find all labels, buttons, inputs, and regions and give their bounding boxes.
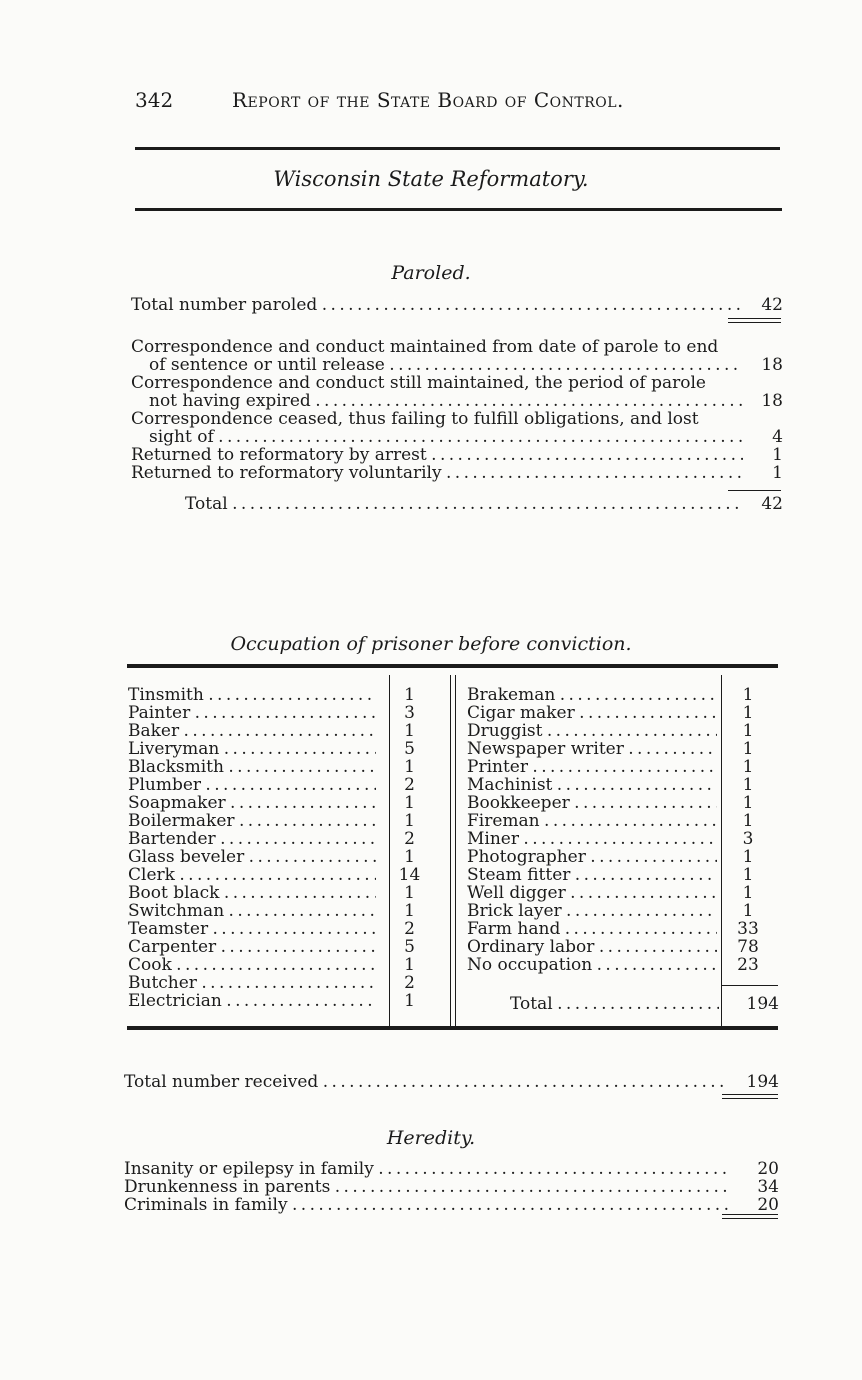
occupation-label: Boot black . . .	[128, 884, 376, 902]
occupation-label: Well digger . . .	[467, 884, 717, 902]
occupation-label: Miner . . .	[467, 830, 717, 848]
occupation-row	[128, 866, 443, 884]
occupation-row	[128, 902, 443, 920]
total-received-label: Total number received . . .	[124, 1073, 729, 1091]
heredity-row	[124, 1178, 779, 1196]
occupation-row	[467, 740, 779, 758]
heredity-title: Heredity.	[386, 1127, 476, 1149]
total-paroled-double-rule	[728, 318, 781, 323]
occupation-count: 1	[742, 685, 754, 705]
occupation-count: 3	[742, 829, 754, 849]
occupation-row	[467, 686, 779, 704]
occupation-total-row	[510, 995, 779, 1013]
occupation-count: 23	[737, 955, 759, 975]
heredity-row	[124, 1196, 779, 1214]
occupation-count: 5	[404, 739, 415, 759]
paroled-item-row	[131, 464, 783, 482]
total-received-double-rule	[722, 1094, 778, 1099]
occupation-rule-bottom	[127, 1026, 778, 1030]
occupation-count: 1	[742, 739, 754, 759]
occupation-divider	[450, 675, 451, 1026]
paroled-item-row	[149, 428, 783, 446]
occupation-row	[467, 866, 779, 884]
heredity-label: Criminals in family . . .	[124, 1196, 729, 1214]
occupation-count: 1	[742, 703, 754, 723]
occupation-label: Plumber . . .	[128, 776, 376, 794]
total-received-value: 194	[746, 1072, 779, 1092]
occupation-label: Newspaper writer . . .	[467, 740, 717, 758]
occupation-label: Druggist . . .	[467, 722, 717, 740]
occupation-label: Baker . . .	[128, 722, 376, 740]
occupation-count: 1	[404, 757, 415, 777]
occupation-rule-top	[127, 664, 778, 668]
occupation-label: Cook . . .	[128, 956, 376, 974]
occupation-left-column	[128, 686, 443, 1010]
occupation-label: Tinsmith . . .	[128, 686, 376, 704]
paroled-item-value: 18	[761, 355, 783, 375]
occupation-row	[128, 884, 443, 902]
paroled-item-line1: Correspondence and conduct still maintained, the period of parole	[131, 373, 706, 393]
heredity-value: 34	[757, 1177, 779, 1197]
occupation-count: 14	[398, 865, 421, 885]
occupation-label: Steam fitter . . .	[467, 866, 717, 884]
occupation-row	[467, 920, 779, 938]
occupation-count: 1	[742, 883, 754, 903]
occupation-label: Brick layer . . .	[467, 902, 717, 920]
total-paroled-value: 42	[761, 295, 783, 315]
header-rule-top	[135, 147, 780, 150]
occupation-row	[128, 938, 443, 956]
occupation-count: 1	[404, 883, 415, 903]
running-title: Report of the State Board of Control.	[232, 88, 624, 112]
occupation-row	[467, 722, 779, 740]
paroled-item-line2: sight of . . .	[149, 428, 743, 446]
heredity-label: Drunkenness in parents . . .	[124, 1178, 729, 1196]
paroled-total-label: Total . . .	[185, 495, 743, 513]
occupation-label: Printer . . .	[467, 758, 717, 776]
header-rule-bottom	[135, 208, 782, 211]
occupation-count: 1	[742, 811, 754, 831]
occupation-row	[128, 830, 443, 848]
occupation-count: 3	[404, 703, 415, 723]
occupation-label: Bartender . . .	[128, 830, 376, 848]
occupation-row	[467, 830, 779, 848]
occupation-count: 1	[742, 901, 754, 921]
occupation-row	[467, 776, 779, 794]
heredity-value: 20	[757, 1195, 779, 1215]
occupation-count: 1	[404, 955, 415, 975]
occupation-label: Soapmaker . . .	[128, 794, 376, 812]
occupation-label: Electrician . . .	[128, 992, 376, 1010]
occupation-subtotal-rule	[722, 985, 778, 986]
paroled-item-value: 1	[772, 445, 783, 465]
occupation-count: 1	[742, 793, 754, 813]
occupation-label: Fireman . . .	[467, 812, 717, 830]
paroled-item-row	[149, 392, 783, 410]
occupation-count: 2	[404, 829, 415, 849]
paroled-item-line1: Correspondence ceased, thus failing to fulfill obligations, and lost	[131, 409, 699, 429]
occupation-label: Ordinary labor . . .	[467, 938, 717, 956]
occupation-count: 1	[742, 721, 754, 741]
occupation-label: Switchman . . .	[128, 902, 376, 920]
occupation-count: 1	[404, 685, 415, 705]
occupation-count: 5	[404, 937, 415, 957]
occupation-row	[128, 776, 443, 794]
paroled-item-line2: of sentence or until release . . .	[149, 356, 743, 374]
paroled-title: Paroled.	[391, 262, 471, 284]
paroled-item-row	[131, 446, 783, 464]
occupation-label: Boilermaker . . .	[128, 812, 376, 830]
occupation-total-label: Total . . .	[510, 995, 719, 1013]
occupation-count: 1	[742, 865, 754, 885]
occupation-label: Blacksmith . . .	[128, 758, 376, 776]
occupation-row	[128, 920, 443, 938]
heredity-value: 20	[757, 1159, 779, 1179]
occupation-label: Machinist . . .	[467, 776, 717, 794]
occupation-row	[467, 794, 779, 812]
heredity-row	[124, 1160, 779, 1178]
paroled-item-label: Returned to reformatory by arrest . . .	[131, 446, 743, 464]
occupation-label: Painter . . .	[128, 704, 376, 722]
occupation-label: Photographer . . .	[467, 848, 717, 866]
heredity-double-rule	[722, 1214, 778, 1219]
occupation-count: 1	[742, 847, 754, 867]
paroled-total-value: 42	[761, 494, 783, 514]
occupation-count: 1	[404, 793, 415, 813]
occupation-count: 1	[404, 847, 415, 867]
page-number: 342	[135, 88, 174, 112]
occupation-label: Bookkeeper . . .	[467, 794, 717, 812]
occupation-label: Teamster . . .	[128, 920, 376, 938]
occupation-row	[128, 686, 443, 704]
occupation-row	[128, 956, 443, 974]
occupation-divider	[455, 675, 456, 1026]
occupation-row	[128, 704, 443, 722]
paroled-item-value: 1	[772, 463, 783, 483]
total-received-row	[124, 1073, 779, 1091]
occupation-count: 1	[404, 721, 415, 741]
occupation-row	[467, 938, 779, 956]
occupation-row	[128, 722, 443, 740]
occupation-label: Farm hand . . .	[467, 920, 717, 938]
occupation-row	[467, 956, 779, 974]
occupation-row	[128, 758, 443, 776]
occupation-right-column	[467, 686, 779, 974]
occupation-count: 78	[737, 937, 759, 957]
occupation-label: No occupation . . .	[467, 956, 717, 974]
paroled-total-rule	[728, 490, 781, 491]
occupation-row	[467, 884, 779, 902]
occupation-label: Butcher . . .	[128, 974, 376, 992]
occupation-count: 1	[404, 811, 415, 831]
paroled-item-line2: not having expired . . .	[149, 392, 743, 410]
occupation-count: 1	[404, 901, 415, 921]
occupation-total-value: 194	[746, 994, 779, 1014]
occupation-count: 2	[404, 919, 415, 939]
occupation-row	[128, 794, 443, 812]
institution-title: Wisconsin State Reformatory.	[273, 167, 589, 191]
heredity-label: Insanity or epilepsy in family . . .	[124, 1160, 729, 1178]
paroled-item-label: Returned to reformatory voluntarily . . .	[131, 464, 743, 482]
occupation-row	[128, 974, 443, 992]
occupation-label: Liveryman . . .	[128, 740, 376, 758]
occupation-label: Carpenter . . .	[128, 938, 376, 956]
occupation-count: 33	[737, 919, 759, 939]
occupation-count: 1	[742, 775, 754, 795]
paroled-item-line1: Correspondence and conduct maintained from date of parole to end	[131, 337, 719, 357]
occupation-row	[467, 704, 779, 722]
occupation-count: 2	[404, 775, 415, 795]
paroled-total-row	[185, 495, 783, 513]
paroled-item-value: 18	[761, 391, 783, 411]
occupation-row	[128, 812, 443, 830]
occupation-label: Clerk . . .	[128, 866, 376, 884]
occupation-count: 1	[742, 757, 754, 777]
total-paroled-row	[131, 296, 783, 314]
paroled-item-row	[149, 356, 783, 374]
occupation-row	[128, 740, 443, 758]
occupation-row	[467, 848, 779, 866]
occupation-row	[128, 848, 443, 866]
paroled-item-value: 4	[772, 427, 783, 447]
occupation-count: 2	[404, 973, 415, 993]
occupation-label: Glass beveler . . .	[128, 848, 376, 866]
occupation-row	[467, 902, 779, 920]
occupation-count: 1	[404, 991, 415, 1011]
occupation-row	[467, 758, 779, 776]
occupation-row	[128, 992, 443, 1010]
occupation-label: Brakeman . . .	[467, 686, 717, 704]
occupation-label: Cigar maker . . .	[467, 704, 717, 722]
occupation-row	[467, 812, 779, 830]
total-paroled-label: Total number paroled . . .	[131, 296, 743, 314]
occupation-title: Occupation of prisoner before conviction.	[230, 633, 632, 655]
